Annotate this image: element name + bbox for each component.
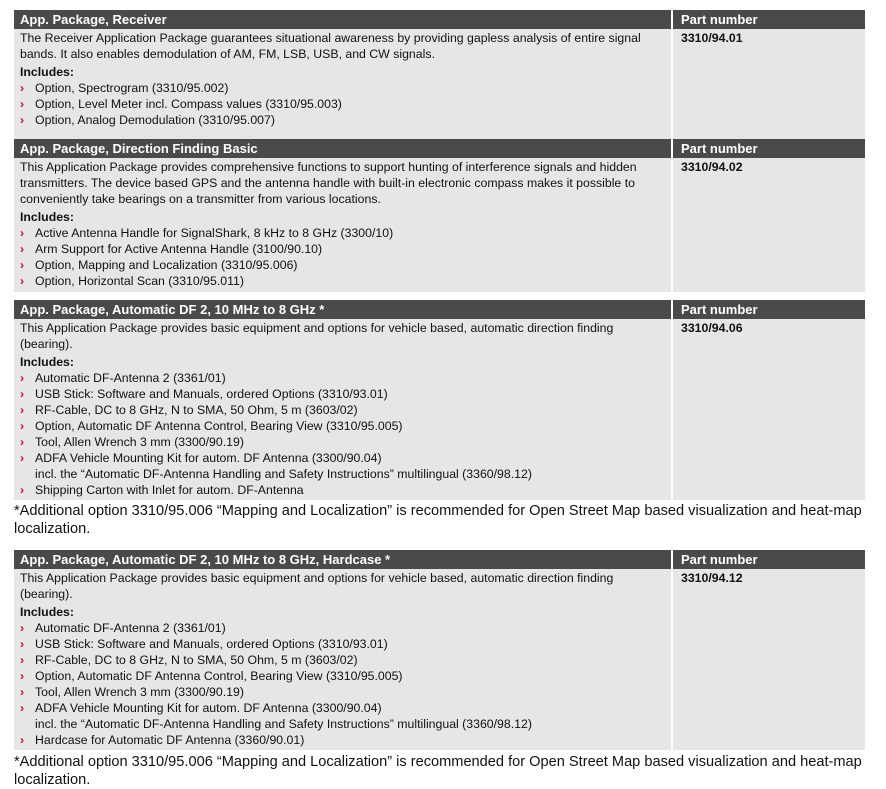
package-title: App. Package, Automatic DF 2, 10 MHz to 8 GHz, Hardcase * (14, 550, 673, 569)
package-description: This Application Package provides comprehensive functions to support hunting of interference signals and hidden transmitters. The device based GPS and the antenna handle with built-in electronic compass makes it possible to conveniently take bearings on a transmitter from various locations. (20, 160, 637, 206)
package-body (14, 29, 865, 141)
list-item: › Hardcase for Automatic DF Antenna (3360/90.01) (20, 733, 305, 747)
list-item: › USB Stick: Software and Manuals, ordered Options (3310/93.01) (20, 637, 388, 651)
part-number-value: 3310/94.01 (681, 31, 743, 45)
package-automatic-df2-hardcase (14, 550, 865, 750)
package-automatic-df2 (14, 300, 865, 500)
includes-list (20, 225, 665, 289)
part-number-label: Part number (681, 141, 758, 156)
list-item: › RF-Cable, DC to 8 GHz, N to SMA, 50 Ohm, 5 m (3603/02) (20, 653, 358, 667)
list-item: › Arm Support for Active Antenna Handle (3100/90.10) (20, 242, 323, 256)
chevron-right-icon: › (20, 685, 25, 699)
chevron-right-icon: › (20, 274, 25, 288)
package-receiver (14, 10, 865, 141)
package-title: App. Package, Receiver (14, 10, 673, 29)
includes-list (20, 370, 665, 498)
list-item: › RF-Cable, DC to 8 GHz, N to SMA, 50 Ohm, 5 m (3603/02) (20, 403, 358, 417)
chevron-right-icon: › (20, 621, 25, 635)
chevron-right-icon: › (20, 733, 25, 747)
chevron-right-icon: › (20, 653, 25, 667)
list-item: › Option, Horizontal Scan (3310/95.011) (20, 274, 244, 288)
footnote: *Additional option 3310/95.006 “Mapping and Localization” is recommended for Open Street Map based visualization and heat-map localization. (14, 754, 862, 788)
list-item: › Option, Mapping and Localization (3310/95.006) (20, 258, 298, 272)
includes-label: Includes: (20, 210, 74, 224)
package-header (14, 300, 865, 319)
list-item: › Active Antenna Handle for SignalShark, 8 kHz to 8 GHz (3300/10) (20, 226, 394, 240)
list-item: › Option, Analog Demodulation (3310/95.007) (20, 113, 275, 127)
part-number-value: 3310/94.06 (681, 321, 743, 335)
chevron-right-icon: › (20, 258, 25, 272)
list-item: › ADFA Vehicle Mounting Kit for autom. DF Antenna (3300/90.04) incl. the “Automatic DF-Antenna Handling and Safety Instructions” multilingual (3360/98.12) (20, 451, 532, 481)
part-number-value: 3310/94.12 (681, 571, 743, 585)
package-description: This Application Package provides basic equipment and options for vehicle based, automatic direction finding (bearing). (20, 571, 614, 601)
list-item: › Option, Automatic DF Antenna Control, Bearing View (3310/95.005) (20, 419, 403, 433)
chevron-right-icon: › (20, 371, 25, 385)
list-item: › Tool, Allen Wrench 3 mm (3300/90.19) (20, 435, 244, 449)
chevron-right-icon: › (20, 451, 25, 465)
includes-label: Includes: (20, 355, 74, 369)
chevron-right-icon: › (20, 81, 25, 95)
package-direction-finding-basic (14, 139, 865, 292)
chevron-right-icon: › (20, 226, 25, 240)
list-item: › USB Stick: Software and Manuals, ordered Options (3310/93.01) (20, 387, 388, 401)
includes-label: Includes: (20, 65, 74, 79)
package-header (14, 139, 865, 158)
list-item: › Option, Level Meter incl. Compass values (3310/95.003) (20, 97, 342, 111)
package-description: This Application Package provides basic equipment and options for vehicle based, automatic direction finding (bearing). (20, 321, 614, 351)
includes-list (20, 620, 665, 748)
chevron-right-icon: › (20, 419, 25, 433)
chevron-right-icon: › (20, 637, 25, 651)
package-body (14, 319, 865, 500)
list-item: › Automatic DF-Antenna 2 (3361/01) (20, 371, 226, 385)
list-item: › Automatic DF-Antenna 2 (3361/01) (20, 621, 226, 635)
list-item: › Option, Automatic DF Antenna Control, Bearing View (3310/95.005) (20, 669, 403, 683)
includes-list (20, 80, 665, 128)
includes-label: Includes: (20, 605, 74, 619)
chevron-right-icon: › (20, 435, 25, 449)
list-item: › Tool, Allen Wrench 3 mm (3300/90.19) (20, 685, 244, 699)
chevron-right-icon: › (20, 483, 25, 497)
part-number-value: 3310/94.02 (681, 160, 743, 174)
list-item: › Option, Spectrogram (3310/95.002) (20, 81, 229, 95)
footnote: *Additional option 3310/95.006 “Mapping and Localization” is recommended for Open Street Map based visualization and heat-map localization. (14, 503, 862, 537)
chevron-right-icon: › (20, 97, 25, 111)
package-header (14, 10, 865, 29)
part-number-label: Part number (681, 302, 758, 317)
chevron-right-icon: › (20, 387, 25, 401)
package-body (14, 569, 865, 750)
chevron-right-icon: › (20, 242, 25, 256)
package-title: App. Package, Direction Finding Basic (14, 139, 673, 158)
chevron-right-icon: › (20, 669, 25, 683)
package-title: App. Package, Automatic DF 2, 10 MHz to 8 GHz * (14, 300, 673, 319)
list-item-continuation: incl. the “Automatic DF-Antenna Handling and Safety Instructions” multilingual (3360/98.12) (35, 467, 532, 481)
part-number-label: Part number (681, 552, 758, 567)
chevron-right-icon: › (20, 113, 25, 127)
chevron-right-icon: › (20, 701, 25, 715)
list-item-continuation: incl. the “Automatic DF-Antenna Handling and Safety Instructions” multilingual (3360/98.12) (35, 717, 532, 731)
package-body (14, 158, 865, 292)
list-item: › ADFA Vehicle Mounting Kit for autom. DF Antenna (3300/90.04) incl. the “Automatic DF-Antenna Handling and Safety Instructions” multilingual (3360/98.12) (20, 701, 532, 731)
chevron-right-icon: › (20, 403, 25, 417)
list-item: › Shipping Carton with Inlet for autom. DF-Antenna (20, 483, 304, 497)
package-header (14, 550, 865, 569)
package-description: The Receiver Application Package guarantees situational awareness by providing gapless analysis of entire signal bands. It also enables demodulation of AM, FM, LSB, USB, and CW signals. (20, 31, 641, 61)
part-number-label: Part number (681, 12, 758, 27)
